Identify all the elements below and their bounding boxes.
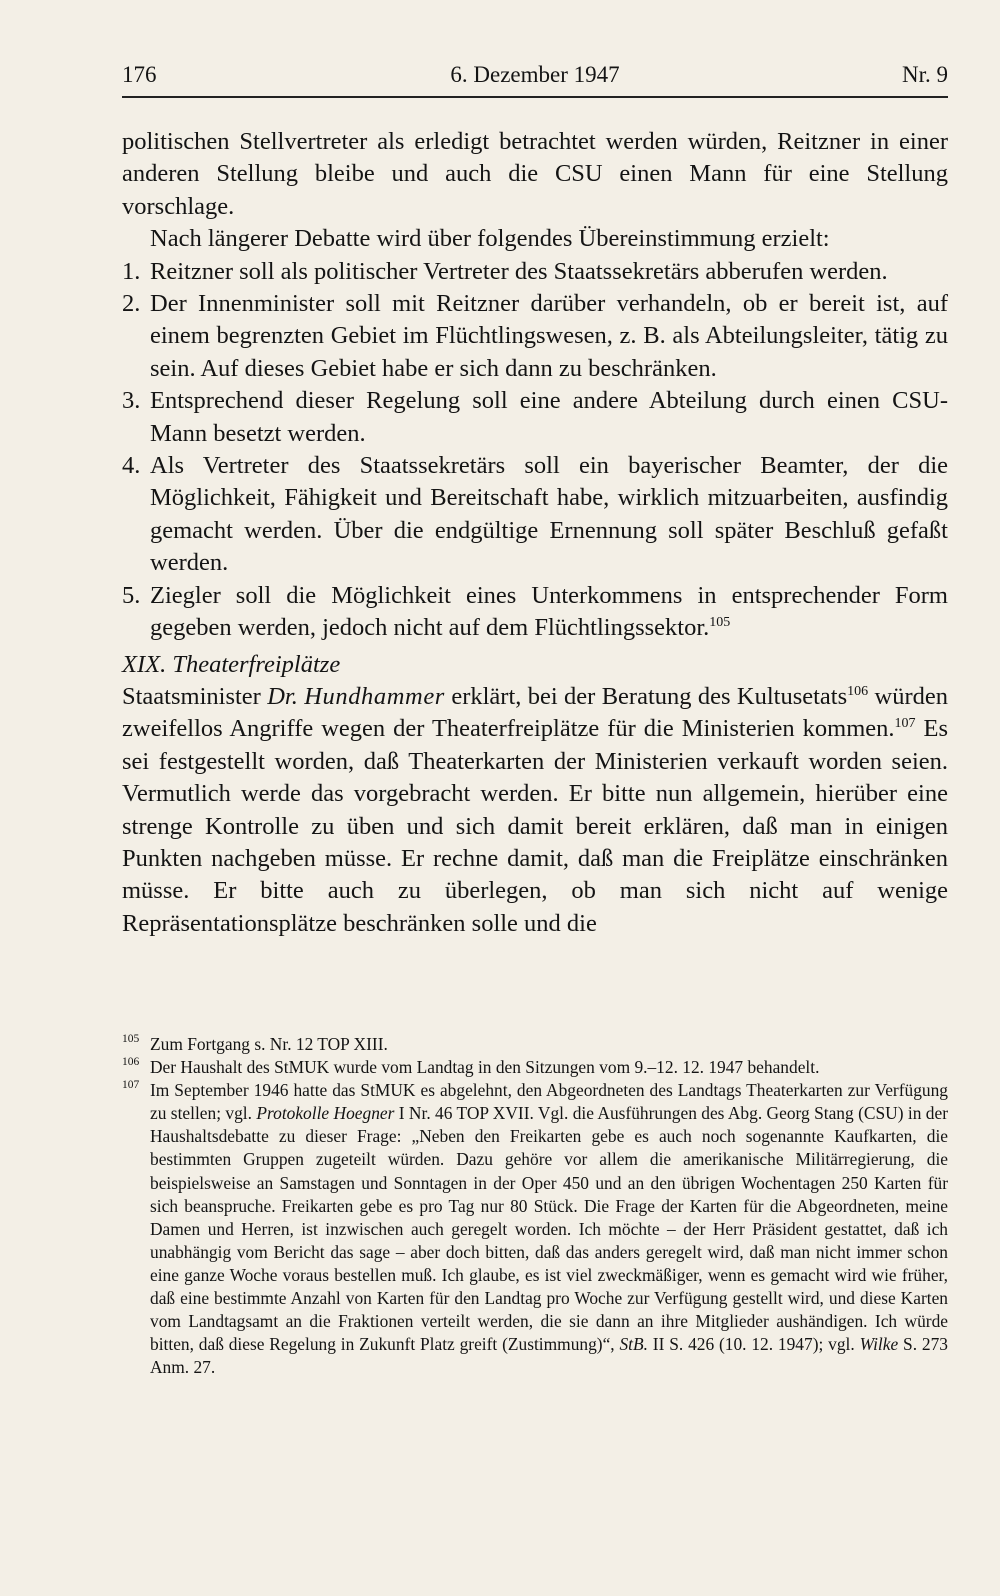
issue-number: Nr. 9	[902, 62, 948, 87]
footnote-ref-105[interactable]: 105	[709, 615, 731, 631]
section-heading: XIX. Theaterfreiplätze	[122, 650, 341, 678]
footnote-text-4: S. 273 Anm. 27.	[150, 1334, 948, 1378]
citation-title: Protokolle Hoegner	[256, 1103, 395, 1124]
list-item	[122, 450, 948, 580]
list-item-number: 2.	[122, 290, 141, 318]
list-item-text: Als Vertreter des Staatssekretärs soll ein bayerischer Beamter, der die Möglichkeit, Fähigkeit und Bereitschaft habe, wirklich mitzuarbeiten, ausfindig gemacht werden. Über die endgültige Ernennung soll später Beschluß gefaßt werden.	[150, 452, 948, 577]
list-item	[122, 256, 948, 288]
footnote-106	[122, 1056, 948, 1079]
running-head	[122, 60, 948, 96]
list-item	[122, 385, 948, 450]
paragraph-text-1: erklärt, bei der Beratung des Kultusetats	[444, 682, 848, 710]
footnote-text: Zum Fortgang s. Nr. 12 TOP XIII.	[150, 1034, 388, 1054]
list-item-number: 4.	[122, 452, 141, 480]
list-item	[122, 580, 948, 645]
paragraph-prefix: Staatsminister	[122, 682, 268, 710]
list-item-text: Der Innenminister soll mit Reitzner darüber verhandeln, ob er bereit ist, auf einem begrenzten Gebiet im Flüchtlingswesen, z. B. als Abteilungsleiter, tätig zu sein. Auf dieses Gebiet habe er sich dann zu beschränken.	[150, 290, 948, 382]
citation-abbrev: StB.	[619, 1334, 648, 1355]
footnote-number: 106	[122, 1056, 140, 1069]
speaker-name: Hundhammer	[304, 682, 445, 710]
list-item-text: Reitzner soll als politischer Vertreter des Staatssekretärs abberufen werden.	[150, 257, 888, 285]
list-item-number: 3.	[122, 387, 141, 415]
header-rule	[122, 96, 948, 98]
footnote-number: 107	[122, 1079, 140, 1092]
header-date: 6. Dezember 1947	[450, 62, 620, 87]
list-item-number: 5.	[122, 581, 141, 609]
paragraph-text-2: würden zweifellos Angriffe wegen der Theaterfreiplätze für die Ministerien kommen.	[122, 682, 948, 743]
list-item-number: 1.	[122, 257, 141, 285]
citation-author: Wilke	[859, 1334, 899, 1355]
consensus-paragraph: Nach längerer Debatte wird über folgendes Übereinstimmung erzielt:	[150, 225, 830, 253]
page-number: 176	[122, 62, 157, 87]
paragraph-text-3: Es sei festgestellt worden, daß Theaterkarten der Ministerien verkauft worden seien. Vermutlich werde das vorgebracht werden. Er bitte nun allgemein, hierüber eine strenge Kontrolle zu üben und sich damit bereit erklären, daß man in einigen Punkten nachgeben müsse. Er rechne damit, daß man die Freiplätze einschränken müsse. Er bitte auch zu überlegen, ob man sich nicht auf wenige Repräsentationsplätze beschränken solle und die	[122, 715, 949, 937]
footnote-text: Der Haushalt des StMUK wurde vom Landtag in den Sitzungen vom 9.–12. 12. 1947 behandelt.	[150, 1057, 820, 1078]
footnote-ref-106[interactable]: 106	[847, 683, 869, 699]
list-item-text: Ziegler soll die Möglichkeit eines Unterkommens in entsprechender Form gegeben werden, jedoch nicht auf dem Flüchtlingssektor.	[150, 581, 948, 642]
footnote-text-1: Im September 1946 hatte das StMUK es abgelehnt, den Abgeordneten des Landtags Theaterkarten zur Verfügung zu stellen; vgl.	[150, 1080, 948, 1124]
footnote-text-2: I Nr. 46 TOP XVII. Vgl. die Ausführungen des Abg. Georg Stang (CSU) in der Haushaltsdebatte zu dieser Frage: „Neben den Freikarten gebe es auch noch sogenannte Kaufkarten, die bestimmten Gruppen zugeteilt würden. Dazu gehöre vor allem die amerikanische Militärregierung, die beispielsweise an Samstagen und Sonntagen in der Oper 450 und an den übrigen Wochentagen 250 Karten für sich beanspruche. Freikarten gebe es pro Tag nur 80 Stück. Die Frage der Karten für die Abgeordneten, meine Damen und Herren, ist inzwischen auch geregelt worden. Ich möchte – der Herr Präsident gestattet, daß ich unabhängig vom Bericht das sage – aber doch bitten, daß das anders geregelt wird, daß man nicht immer schon eine ganze Woche voraus bestellen muß. Ich glaube, es ist viel zweckmäßiger, wenn es gemacht wird wie früher, daß eine bestimmte Anzahl von Karten für den Landtag pro Woche zur Verfügung gestellt wird, und diese Karten vom Landtagsamt an die Fraktionen verteilt werden, die sie dann an ihre Mitglieder aushändigen. Ich würde bitten, daß diese Regelung in Zukunft Platz greift (Zustimmung)“,	[150, 1103, 948, 1355]
speaker-title: Dr.	[267, 682, 298, 710]
intro-paragraph: politischen Stellvertreter als erledigt betrachtet werden würden, Reitzner in einer anderen Stellung bleibe und auch die CSU einen Mann für eine Stellung vorschlage.	[122, 128, 948, 220]
footnote-105	[122, 1033, 948, 1056]
list-item	[122, 288, 948, 385]
footnote-ref-107[interactable]: 107	[894, 716, 916, 732]
section-paragraph	[122, 681, 948, 940]
main-text	[122, 126, 948, 940]
footnotes	[122, 1033, 948, 1379]
footnote-text-3: II S. 426 (10. 12. 1947); vgl.	[647, 1334, 860, 1355]
footnote-number: 105	[122, 1033, 140, 1045]
list-item-text: Entsprechend dieser Regelung soll eine andere Abteilung durch einen CSU-Mann besetzt werden.	[150, 387, 948, 447]
footnote-107	[122, 1079, 948, 1379]
